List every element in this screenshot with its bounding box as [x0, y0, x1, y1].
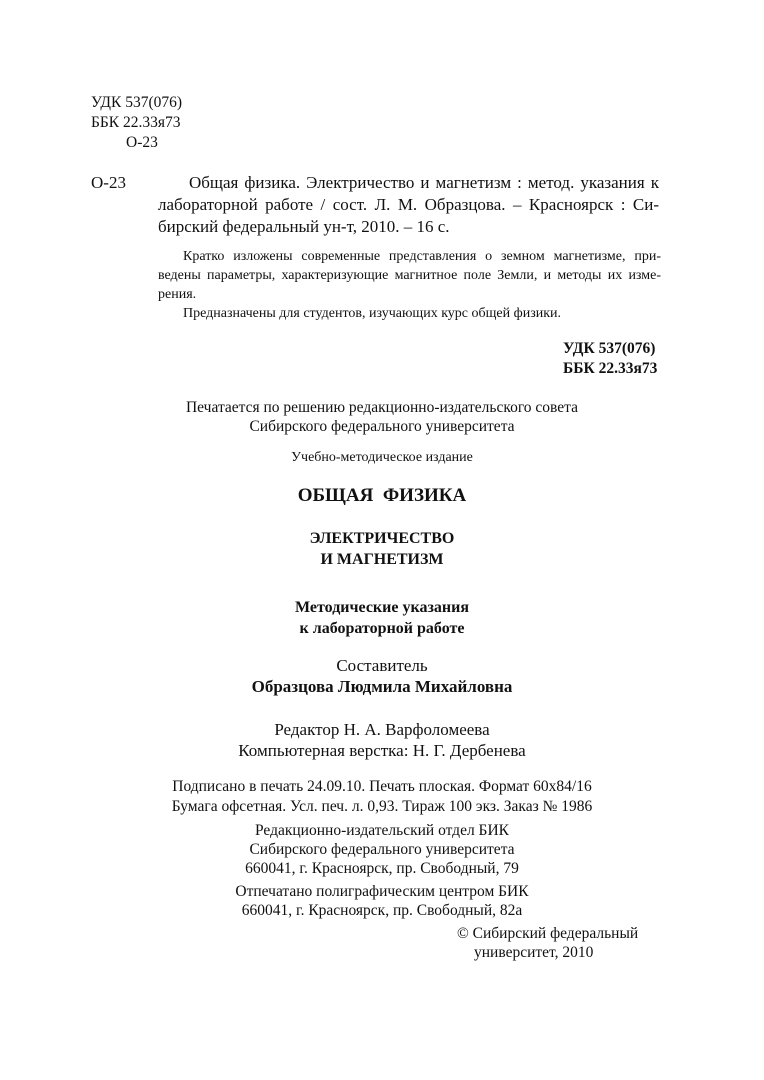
printer-line-2: 660041, г. Красноярск, пр. Свободный, 82а	[241, 902, 523, 919]
printer-line-1: Отпечатано полиграфическим центром БИК	[235, 883, 529, 900]
copyright-line-1: © Сибирский федеральный	[457, 925, 639, 942]
publisher-line-3: 660041, г. Красноярск, пр. Свободный, 79	[245, 860, 519, 877]
udk-right: УДК 537(076)	[563, 340, 656, 357]
annotation-line-2: ведены параметры, характеризующие магнитное поле Земли, и методы их изме-	[158, 268, 661, 283]
bbk-right: ББК 22.33я73	[563, 360, 658, 377]
layout-designer: Компьютерная верстка: Н. Г. Дербенева	[238, 741, 526, 760]
imprint-line-2: Бумага офсетная. Усл. печ. л. 0,93. Тираж 100 экз. Заказ № 1986	[171, 798, 593, 815]
annotation-line-3: рения.	[158, 287, 197, 302]
compiler-label: Составитель	[336, 656, 428, 675]
doc-type-line-1: Методические указания	[295, 599, 469, 616]
author-mark-left: О-23	[91, 173, 126, 192]
annotation-line-4: Предназначены для студентов, изучающих курс общей физики.	[183, 306, 562, 321]
compiler-name: Образцова Людмила Михайловна	[251, 677, 513, 696]
publisher-line-2: Сибирского федерального университета	[249, 841, 515, 858]
bbk-code: ББК 22.33я73	[91, 114, 181, 131]
imprint-line-1: Подписано в печать 24.09.10. Печать плоская. Формат 60х84/16	[172, 778, 592, 795]
council-line-1: Печатается по решению редакционно-издательского совета	[185, 399, 578, 416]
author-mark: О-23	[126, 134, 158, 151]
bib-line-3: бирский федеральный ун-т, 2010. – 16 с.	[158, 217, 450, 236]
subtitle-line-2: И МАГНЕТИЗМ	[320, 551, 444, 568]
subtitle-line-1: ЭЛЕКТРИЧЕСТВО	[309, 530, 455, 547]
copyright-line-2: университет, 2010	[474, 944, 594, 961]
editor: Редактор Н. А. Варфоломеева	[274, 720, 490, 739]
annotation-line-1: Кратко изложены современные представления о земном магнетизме, при-	[183, 249, 661, 264]
publisher-line-1: Редакционно-издательский отдел БИК	[255, 822, 509, 839]
bib-line-2: лабораторной работе / сост. Л. М. Образцова. – Красноярск : Си-	[158, 195, 659, 214]
udk-code: УДК 537(076)	[91, 94, 183, 111]
council-line-2: Сибирского федерального университета	[249, 418, 515, 435]
main-title: ОБЩАЯ ФИЗИКА	[297, 485, 467, 506]
edition-type: Учебно-методическое издание	[291, 450, 473, 465]
doc-type-line-2: к лабораторной работе	[299, 620, 465, 637]
bib-line-1: Общая физика. Электричество и магнетизм : метод. указания к	[189, 173, 659, 192]
